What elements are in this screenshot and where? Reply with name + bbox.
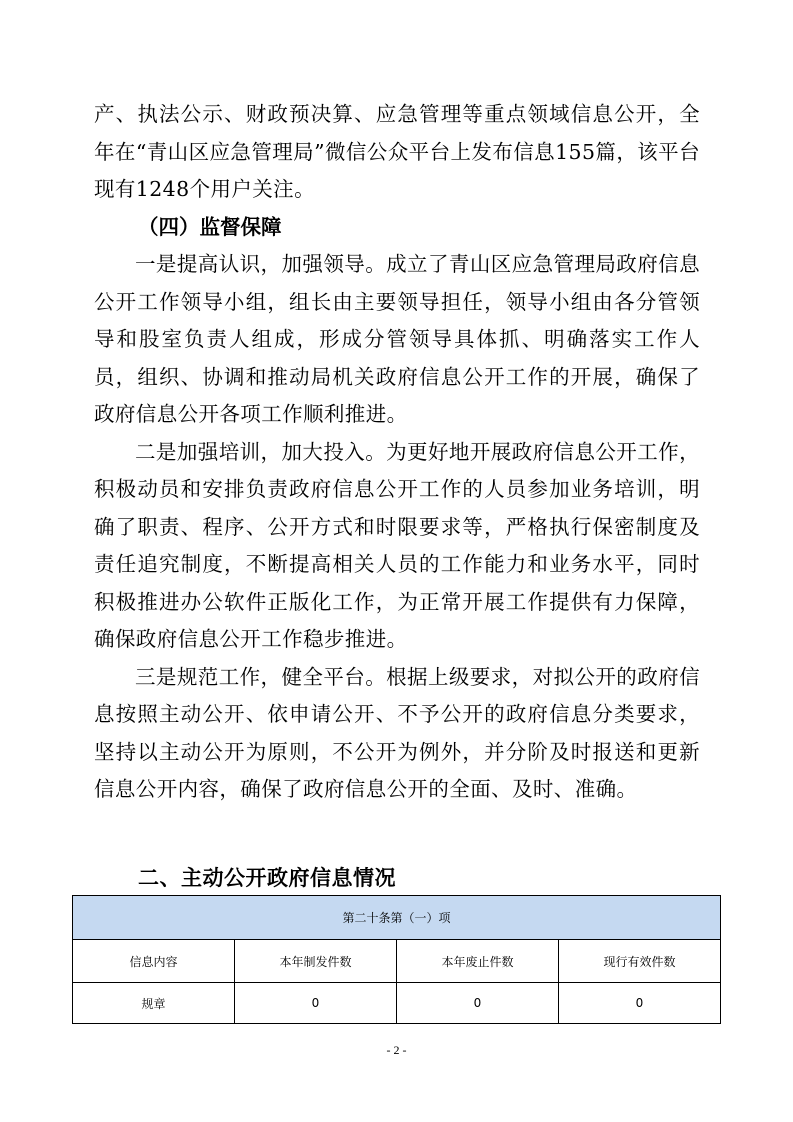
cell-issued: 0 — [235, 983, 397, 1024]
page-number: - 2 - — [386, 1043, 407, 1057]
table-row — [73, 983, 721, 1024]
cell-valid: 0 — [559, 983, 721, 1024]
section-heading: 二、主动公开政府信息情况 — [138, 866, 396, 890]
col-header-valid: 现行有效件数 — [559, 940, 721, 983]
table-title-row — [73, 896, 721, 940]
paragraph-4: 三是规范工作，健全平台。根据上级要求，对拟公开的政府信息按照主动公开、依申请公开、不予公开的政府信息分类要求，坚持以主动公开为原则，不公开为例外，并分阶及时报送和更新信息公开内容，确保了政府信息公开的全面、及时、准确。 — [94, 664, 700, 801]
cell-content: 规章 — [73, 983, 235, 1024]
paragraph-3: 二是加强培训，加大投入。为更好地开展政府信息公开工作，积极动员和安排负责政府信息公开工作的人员参加业务培训，明确了职责、程序、公开方式和时限要求等，严格执行保密制度及责任追究制度，不断提高相关人员的工作能力和业务水平，同时积极推进办公软件正版化工作，为正常开展工作提供有力保障，确保政府信息公开工作稳步推进。 — [94, 439, 700, 651]
col-header-issued: 本年制发件数 — [235, 940, 397, 983]
info-table — [72, 895, 721, 1024]
table-title: 第二十条第（一）项 — [73, 896, 721, 940]
paragraph-1: 产、执法公示、财政预决算、应急管理等重点领域信息公开，全年在“青山区应急管理局”微信公众平台上发布信息155篇，该平台现有1248个用户关注。 — [94, 102, 700, 201]
subheading-supervision: （四）监督保障 — [138, 214, 282, 239]
col-header-abolished: 本年废止件数 — [397, 940, 559, 983]
table-header-row — [73, 940, 721, 983]
cell-abolished: 0 — [397, 983, 559, 1024]
paragraph-2: 一是提高认识，加强领导。成立了青山区应急管理局政府信息公开工作领导小组，组长由主要领导担任，领导小组由各分管领导和股室负责人组成，形成分管领导具体抓、明确落实工作人员，组织、协调和推动局机关政府信息公开工作的开展，确保了政府信息公开各项工作顺利推进。 — [94, 252, 700, 426]
col-header-content: 信息内容 — [73, 940, 235, 983]
document-body — [94, 96, 700, 809]
